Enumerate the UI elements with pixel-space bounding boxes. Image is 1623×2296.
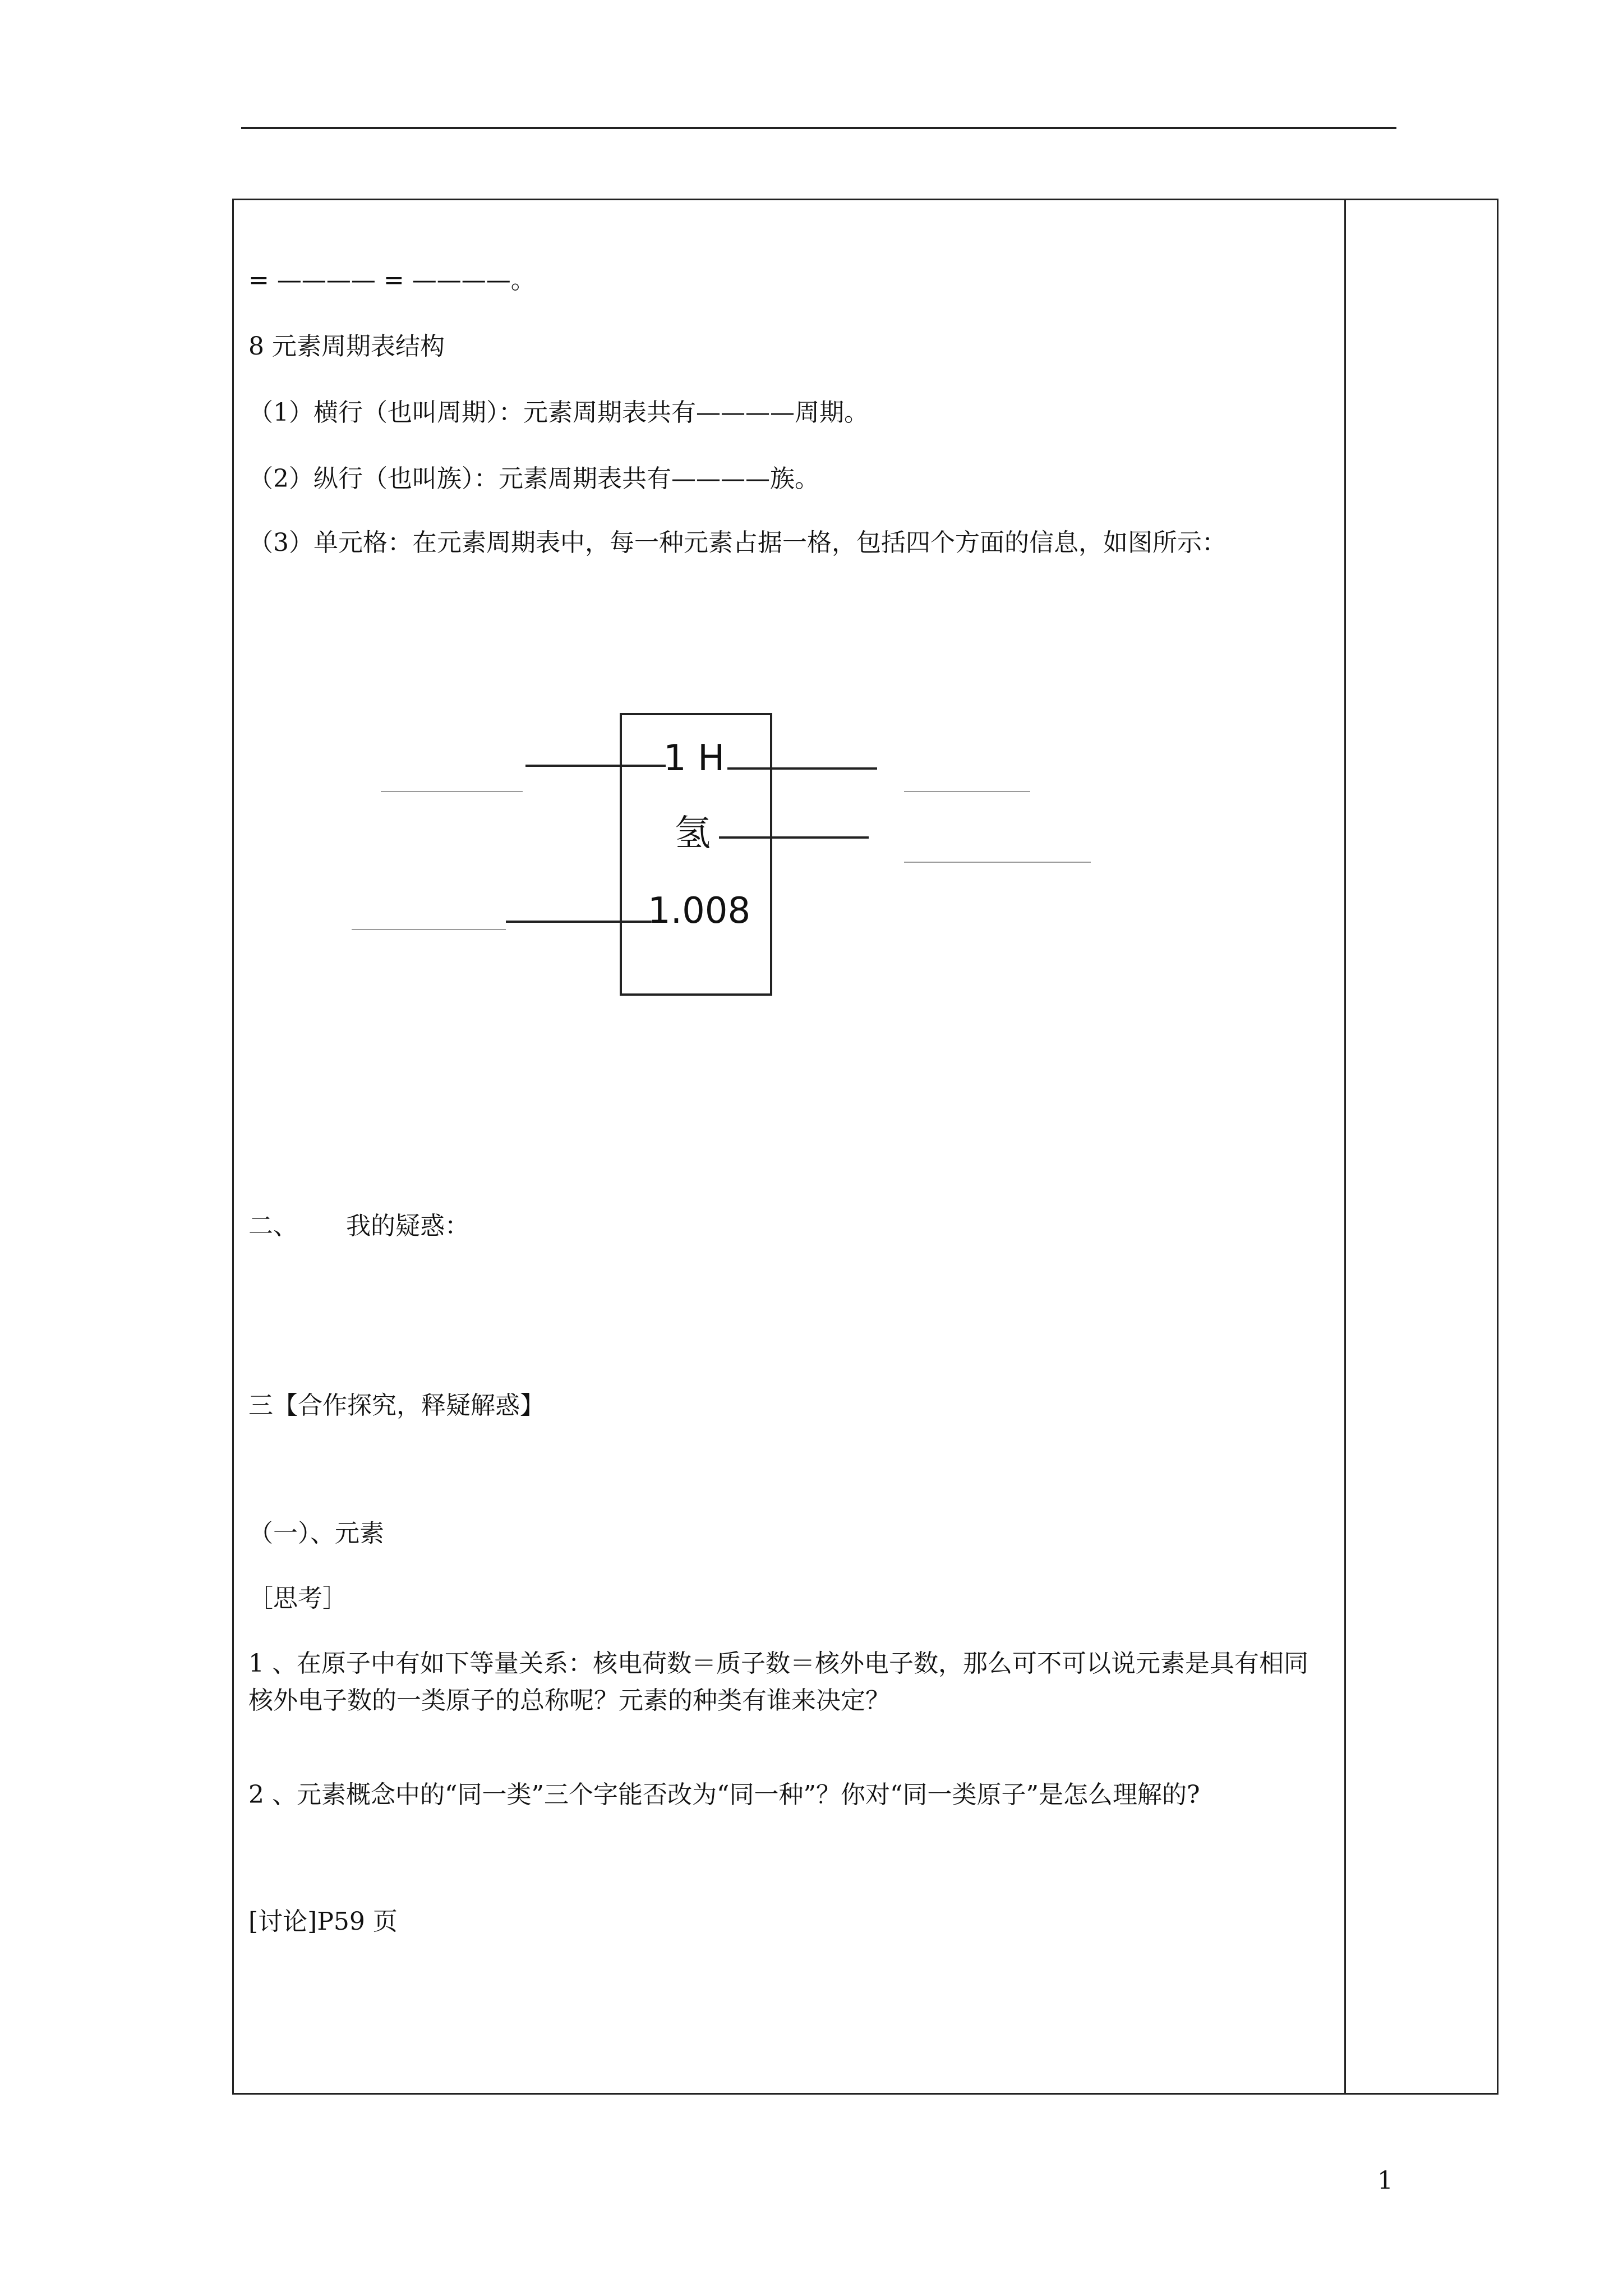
subsection-element: （一）、元素: [248, 1519, 384, 1548]
section-2-title: 我的疑惑：: [346, 1212, 469, 1240]
question-2: 2 、元素概念中的“同一类”三个字能否改为“同一种”？你对“同一类原子”是怎么理解的?: [248, 1780, 1200, 1809]
item-rows-period: （1）横行（也叫周期）：元素周期表共有————周期。: [248, 398, 869, 427]
table-column-divider: [1344, 200, 1346, 2093]
element-name: 氢: [675, 813, 711, 854]
think-label: ［思考］: [248, 1584, 347, 1613]
header-rule: [241, 127, 1396, 129]
element-mass: 1.008: [648, 890, 751, 932]
question-1: 1 、在原子中有如下等量关系：核电荷数＝质子数＝核外电子数，那么可不可以说元素是具有相同核外电子数的一类原子的总称呢？元素的种类有谁来决定？: [248, 1649, 1308, 1715]
section-3-title: 三【合作探究，释疑解惑】: [248, 1391, 545, 1420]
item-columns-group: （2）纵行（也叫族）：元素周期表共有————族。: [248, 464, 819, 493]
item-cell-info: （3）单元格：在元素周期表中，每一种元素占据一格，包括四个方面的信息，如图所示：: [248, 528, 1227, 557]
formula-blanks: = ———— = ————。: [248, 266, 536, 295]
element-cell-lines: [234, 705, 1344, 1210]
discussion-label: [讨论]P59 页: [248, 1907, 398, 1936]
element-number-symbol: 1 H: [663, 738, 725, 779]
section-2-label: 二、: [248, 1212, 298, 1240]
content-table: [232, 199, 1498, 2095]
heading-periodic-table-structure: 8 元素周期表结构: [248, 332, 445, 361]
page-number: 1: [1377, 2166, 1393, 2195]
element-cell-diagram: [234, 705, 1344, 1210]
